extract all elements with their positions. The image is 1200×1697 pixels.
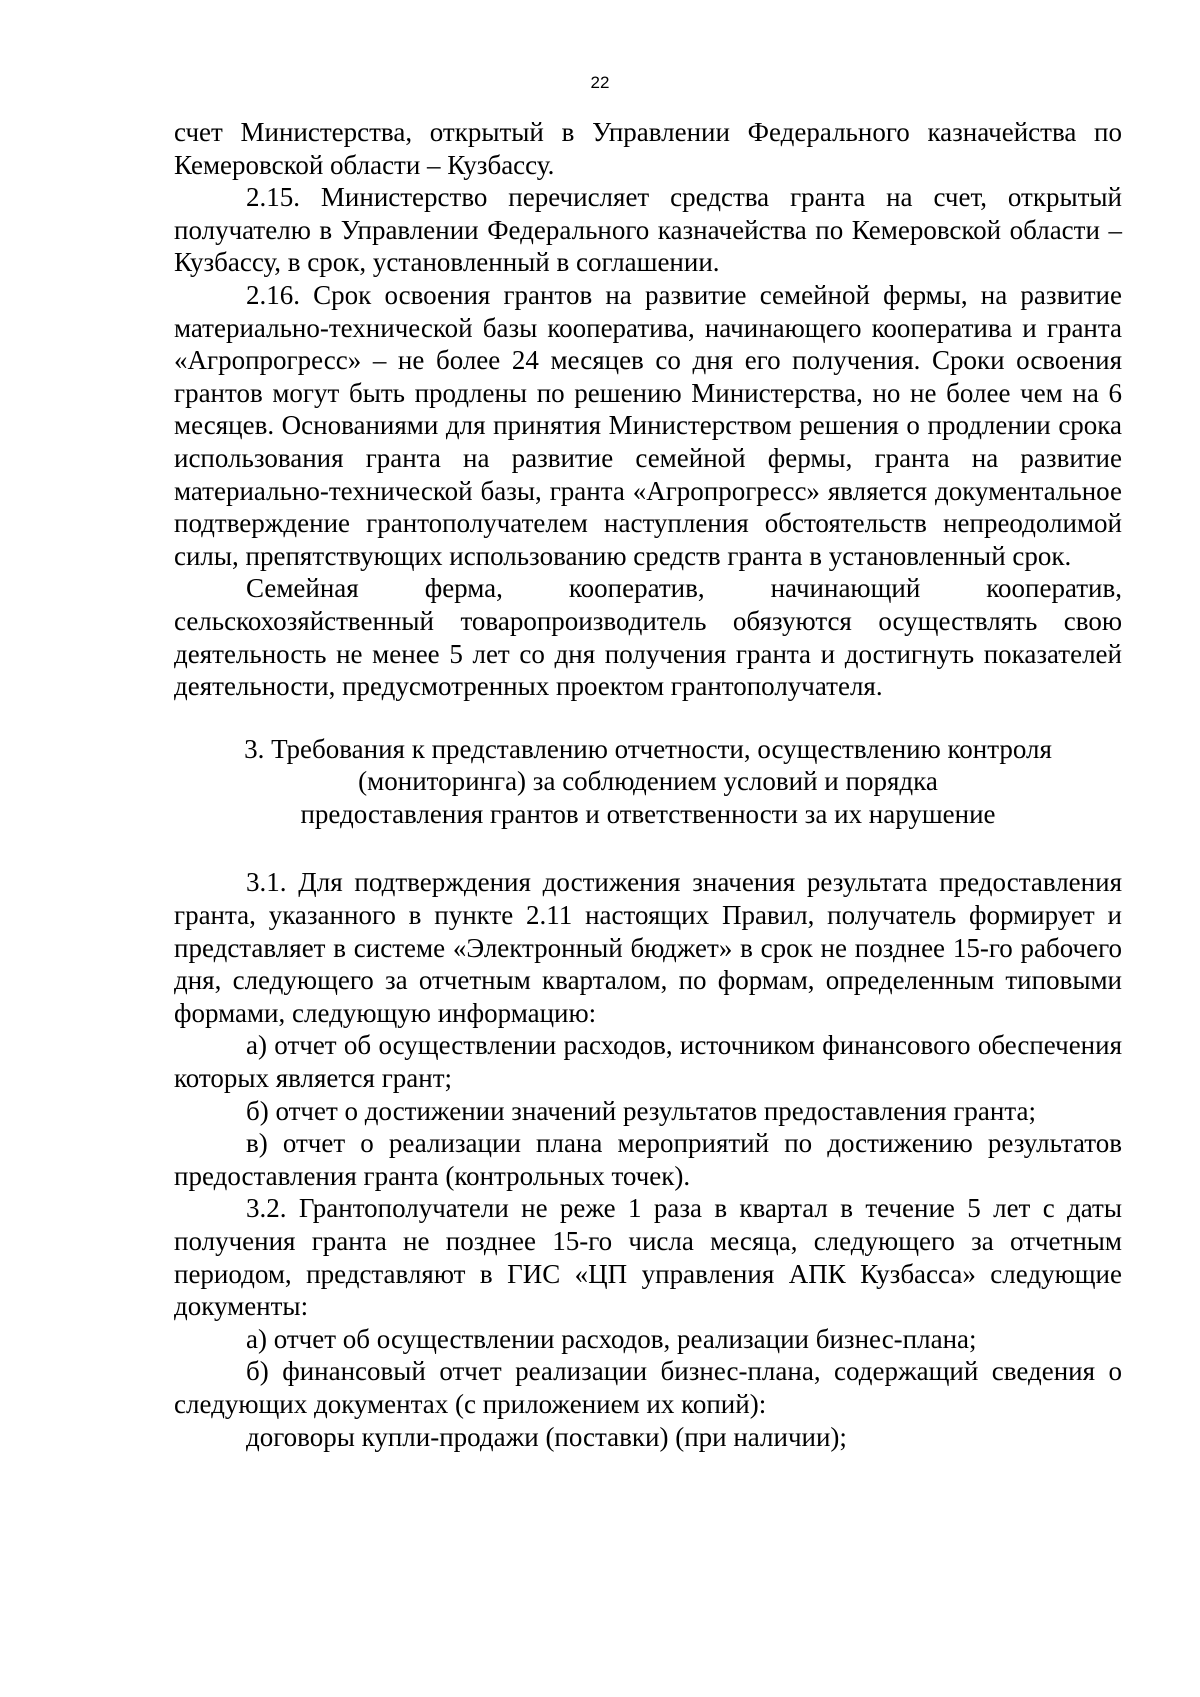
- list-item-3-2-a: а) отчет об осуществлении расходов, реализации бизнес-плана;: [246, 1323, 977, 1354]
- paragraph-2-16: 2.16. Срок освоения грантов на развитие семейной фермы, на развитие материально-технической базы кооператива, начинающего кооператива и гранта «Агропрогресс» – не более 24 месяцев со дня его получения. Сроки освоения грантов могут быть продлены по решению Министерства, но не более чем на 6 месяцев. Основаниями для принятия Министерством решения о продлении срока использования гранта на развитие семейной фермы, гранта на развитие материально-технической базы, гранта «Агропрогресс» является документальное подтверждение грантополучателем наступления обстоятельств непреодолимой силы, препятствующих использованию средств гранта в установленный срок.: [174, 279, 1122, 571]
- paragraph-3-2: 3.2. Грантополучатели не реже 1 раза в квартал в течение 5 лет с даты получения гранта не позднее 15-го числа месяца, следующего за отчетным периодом, представляют в ГИС «ЦП управления АПК Кузбасса» следующие документы:: [174, 1193, 1122, 1322]
- list-item-3-1-v: в) отчет о реализации плана мероприятий по достижению результатов предоставления гранта (контрольных точек).: [174, 1128, 1122, 1191]
- list-item-3-1-b: б) отчет о достижении значений результатов предоставления гранта;: [246, 1095, 1036, 1126]
- section-heading: [174, 733, 1122, 831]
- paragraph-account-continuation: счет Министерства, открытый в Управлении Федерального казначейства по Кемеровской области – Кузбассу.: [174, 117, 1122, 180]
- paragraph-2-15: 2.15. Министерство перечисляет средства гранта на счет, открытый получателю в Управлении Федерального казначейства по Кемеровской области – Кузбассу, в срок, установленный в соглашении.: [174, 182, 1122, 278]
- paragraph-3-1: 3.1. Для подтверждения достижения значения результата предоставления гранта, указанного в пункте 2.11 настоящих Правил, получатель формирует и представляет в системе «Электронный бюджет» в срок не позднее 15-го рабочего дня, следующего за отчетным кварталом, по формам, определенным типовыми формами, следующую информацию:: [174, 867, 1122, 1028]
- paragraph-obligations: Семейная ферма, кооператив, начинающий кооператив, сельскохозяйственный товаропроизводитель обязуются осуществлять свою деятельность не менее 5 лет со дня получения гранта и достигнуть показателей деятельности, предусмотренных проектом грантополучателя.: [174, 573, 1122, 702]
- page-number: 22: [590, 73, 610, 92]
- section-heading-line-1: 3. Требования к представлению отчетности, осуществлению контроля: [244, 733, 1052, 764]
- section-heading-line-3: предоставления грантов и ответственности за их нарушение: [300, 798, 996, 829]
- list-item-3-1-a: а) отчет об осуществлении расходов, источником финансового обеспечения которых является грант;: [174, 1030, 1122, 1094]
- document-body: [174, 116, 1122, 1453]
- section-heading-line-2: (мониторинга) за соблюдением условий и порядка: [358, 766, 938, 797]
- list-item-3-2-b: б) финансовый отчет реализации бизнес-плана, содержащий сведения о следующих документах (с приложением их копий):: [174, 1356, 1122, 1419]
- list-item-contracts: договоры купли-продажи (поставки) (при наличии);: [246, 1421, 847, 1452]
